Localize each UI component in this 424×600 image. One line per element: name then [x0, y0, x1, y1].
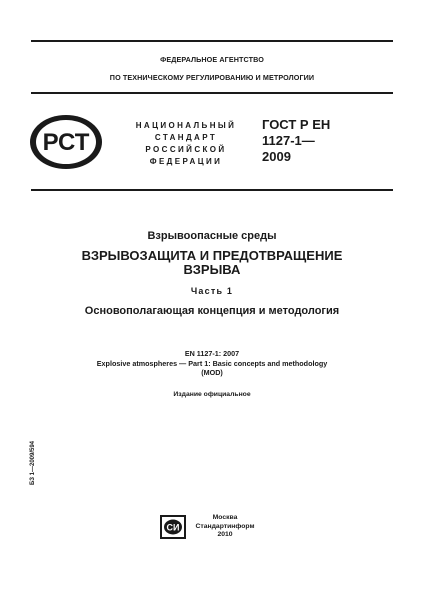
part-title: Основополагающая концепция и методология	[84, 305, 340, 317]
standartinform-logo-icon	[160, 515, 186, 539]
publisher-info	[190, 514, 260, 540]
main-title-line-1: ВЗРЫВОЗАЩИТА И ПРЕДОТВРАЩЕНИЕ	[81, 248, 343, 263]
lower-rule	[31, 189, 393, 191]
agency-line-2: ПО ТЕХНИЧЕСКОМУ РЕГУЛИРОВАНИЮ И МЕТРОЛОГИИ	[109, 73, 315, 82]
national-standard-line-4: ФЕДЕРАЦИИ	[149, 157, 223, 166]
equivalent-standard	[0, 349, 424, 378]
side-code: БЗ 1—2009/594	[30, 440, 36, 485]
equivalent-code: EN 1127-1: 2007	[184, 349, 240, 358]
document-main-title	[0, 249, 424, 277]
emblem-letters: РСТ	[42, 129, 90, 156]
agency-line-1: ФЕДЕРАЛЬНОЕ АГЕНТСТВО	[160, 55, 264, 64]
upper-rule	[31, 92, 393, 94]
publisher-city: Москва	[212, 514, 238, 521]
top-rule	[31, 40, 393, 42]
designation-line-3: 2009	[262, 149, 291, 164]
standard-designation	[262, 117, 330, 165]
gost-r-emblem	[28, 113, 104, 171]
publisher-logo	[160, 515, 186, 539]
equivalent-title: Explosive atmospheres — Part 1: Basic concepts and methodology	[96, 358, 328, 368]
designation-line-1: ГОСТ Р ЕН	[262, 117, 331, 132]
publisher-name: Стандартинформ	[195, 522, 255, 530]
publisher-year: 2010	[217, 531, 233, 538]
national-standard-label	[122, 120, 250, 168]
rst-emblem-icon	[28, 113, 104, 171]
equivalence-degree: (MOD)	[201, 368, 223, 377]
designation-line-2: 1127-1—	[262, 133, 315, 148]
national-standard-line-2: СТАНДАРТ	[154, 133, 218, 142]
edition-note: Издание официальное	[173, 391, 251, 398]
document-subject: Взрывоопасные среды	[147, 230, 277, 242]
part-number: Часть 1	[190, 286, 234, 296]
main-title-line-2: ВЗРЫВА	[183, 262, 241, 277]
publisher-logo-letters: СИ	[166, 522, 180, 533]
national-standard-line-3: РОССИЙСКОЙ	[145, 145, 227, 154]
national-standard-line-1: НАЦИОНАЛЬНЫЙ	[135, 121, 237, 130]
